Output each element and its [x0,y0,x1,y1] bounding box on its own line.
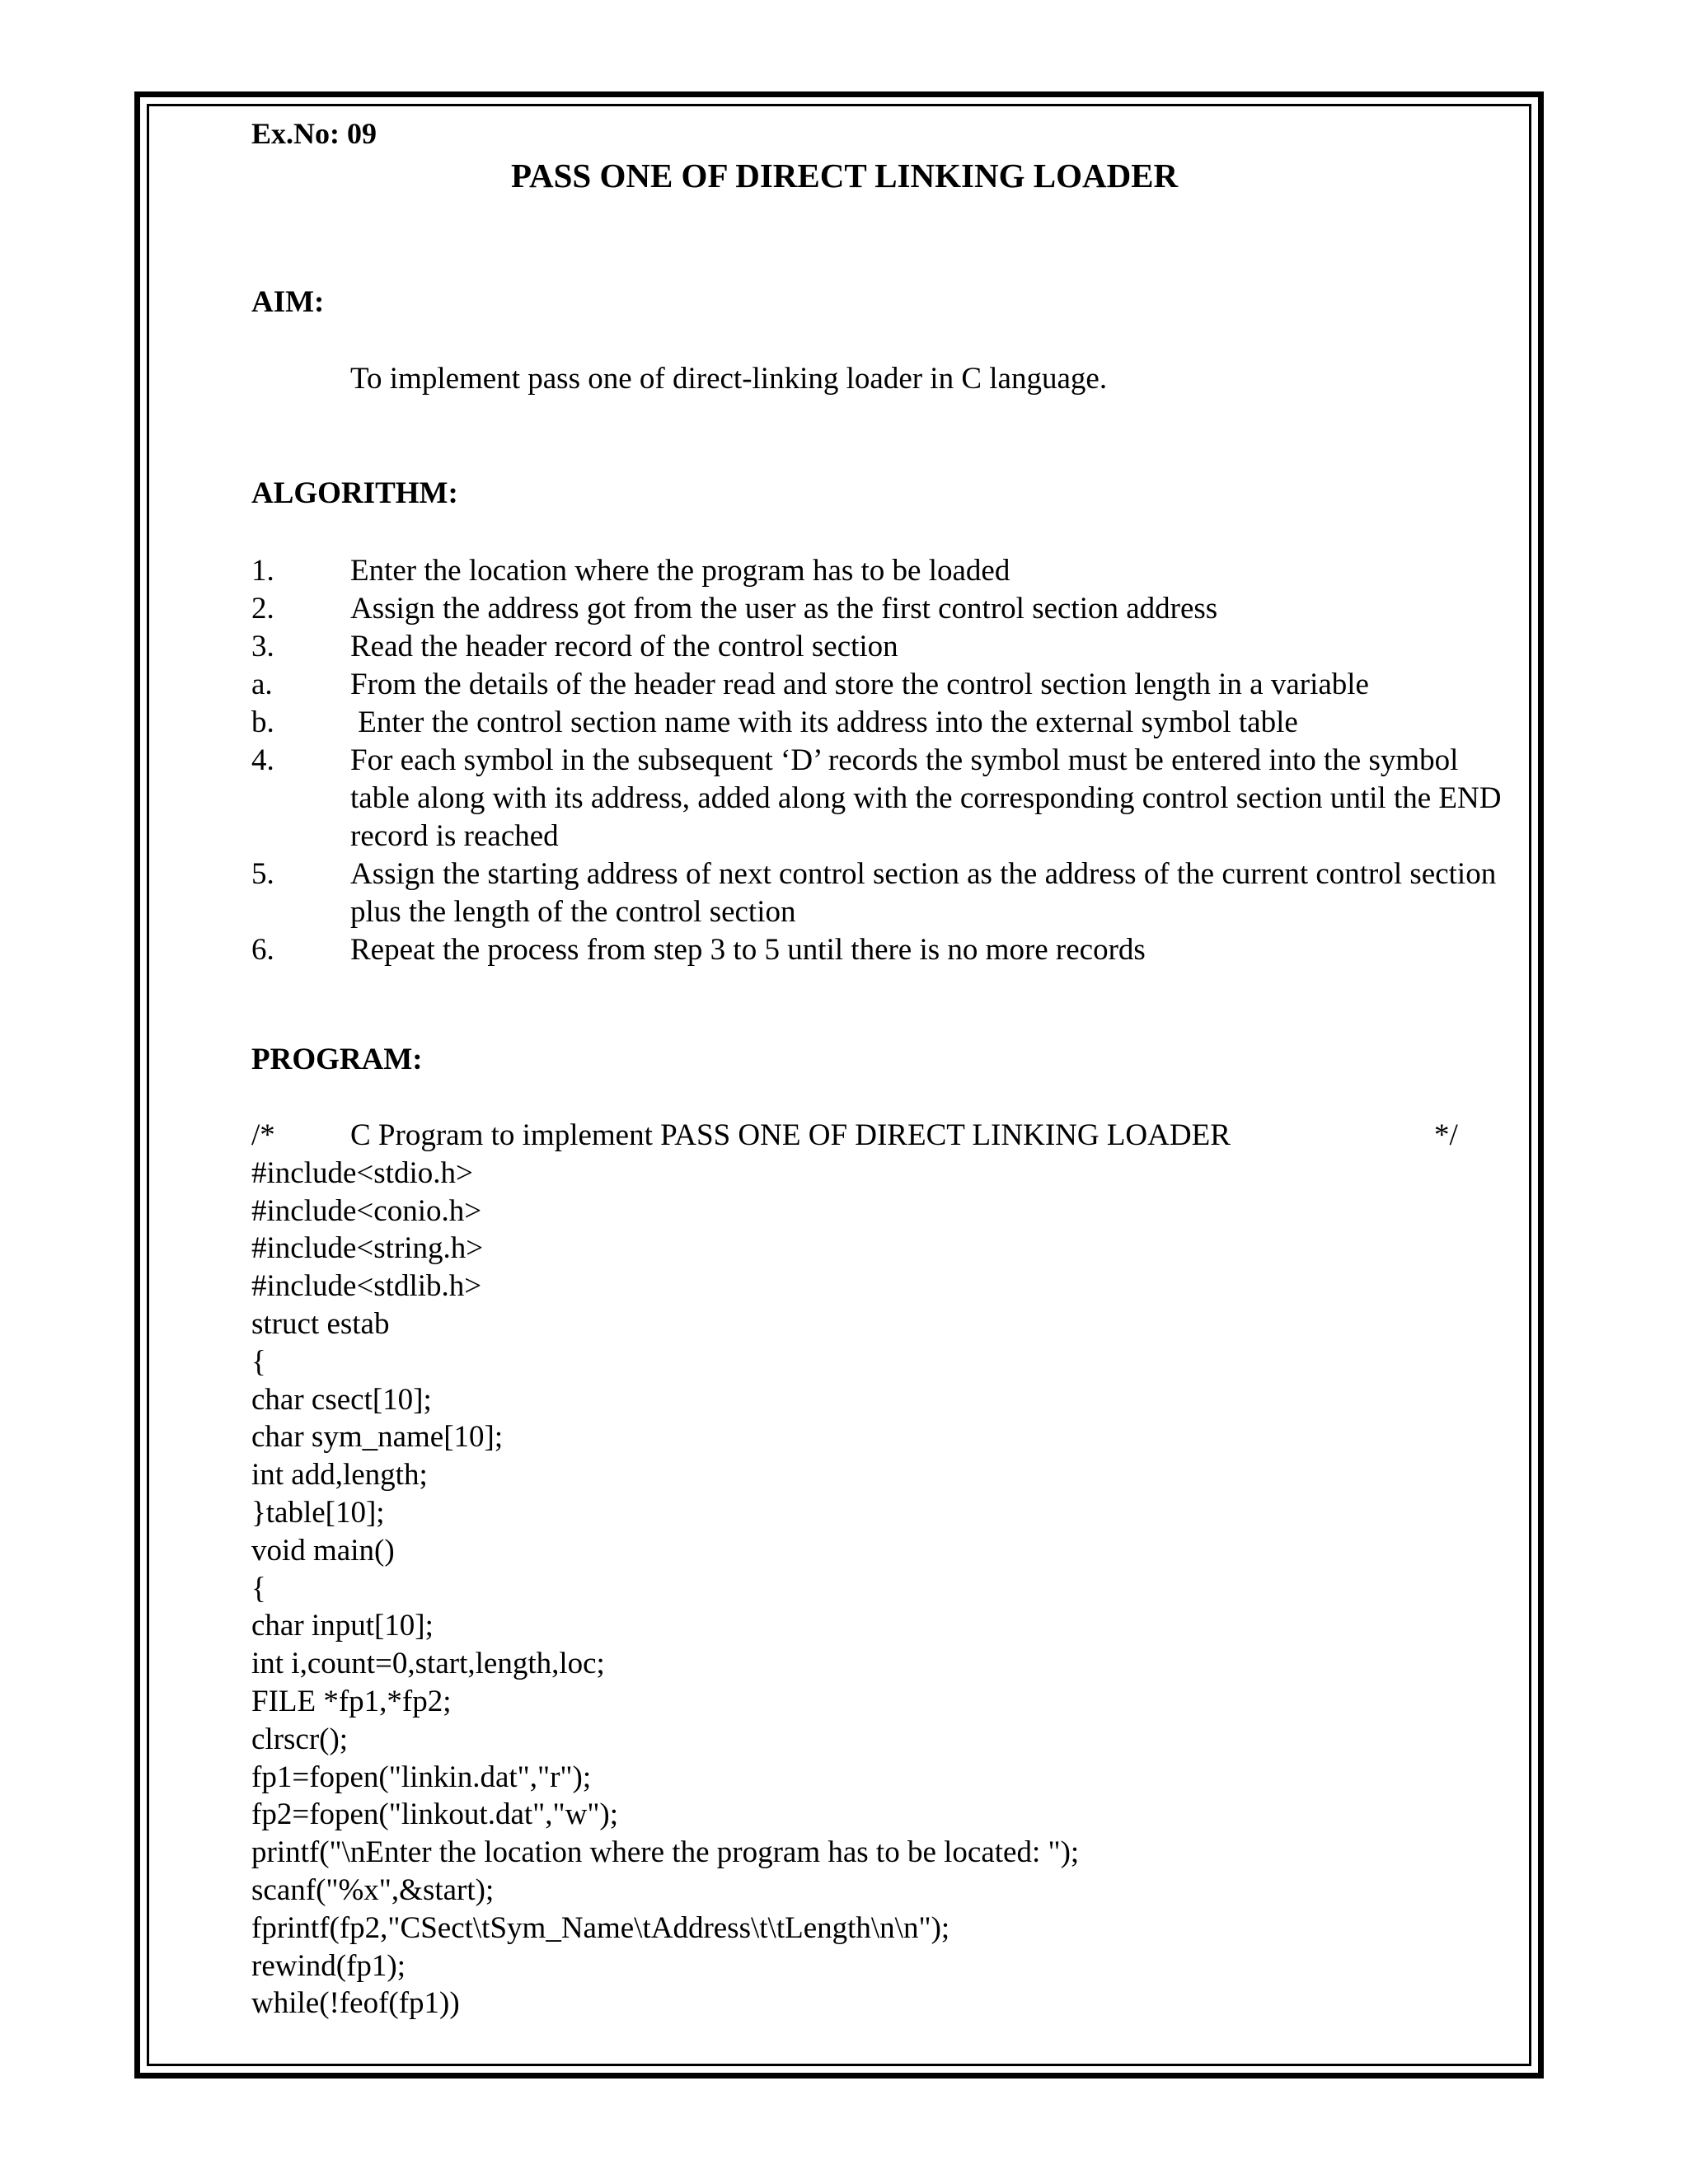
code-line: #include<stdlib.h> [251,1269,482,1304]
algorithm-steps [251,552,1521,969]
step-number: 6. [251,933,274,967]
code-line: char sym_name[10]; [251,1420,504,1455]
code-line: int i,count=0,start,length,loc; [251,1647,605,1681]
page-title: PASS ONE OF DIRECT LINKING LOADER [511,157,1179,194]
step-text: Enter the control section name with its address into the external symbol table [350,705,1298,739]
comment-open: /* [251,1118,275,1152]
step-text: Assign the starting address of next control section as the address of the current control section plus the length of the control section [350,857,1497,929]
aim-heading: AIM: [251,285,325,319]
step-text: Repeat the process from step 3 to 5 until there is no more records [350,933,1146,967]
code-line: clrscr(); [251,1722,349,1756]
code-line: }table[10]; [251,1495,385,1530]
code-line: void main() [251,1533,395,1568]
code-line: struct estab [251,1306,390,1341]
program-code [251,1117,1521,2022]
code-line: scanf("%x",&start); [251,1872,495,1907]
code-comment [251,1117,1521,1155]
code-line: FILE *fp1,*fp2; [251,1684,452,1718]
step-text: Read the header record of the control section [350,630,898,663]
step-number: a. [251,668,273,701]
code-line: fprintf(fp2,"CSect\tSym_Name\tAddress\t\tLength\n\n"); [251,1910,950,1945]
algorithm-step [251,704,1521,742]
step-number: b. [251,705,274,739]
code-line: while(!feof(fp1)) [251,1986,460,2021]
algorithm-step [251,552,1521,590]
algorithm-step [251,666,1521,704]
step-text: Assign the address got from the user as the first control section address [350,592,1218,626]
algorithm-heading: ALGORITHM: [251,476,458,510]
algorithm-step [251,590,1521,628]
comment-text: C Program to implement PASS ONE OF DIRECT LINKING LOADER [350,1118,1231,1152]
step-number: 2. [251,592,274,626]
step-text: From the details of the header read and store the control section length in a variable [350,668,1369,701]
code-line: #include<string.h> [251,1231,484,1266]
algorithm-step [251,742,1521,855]
code-line: char csect[10]; [251,1382,432,1417]
code-line: { [251,1571,266,1605]
code-line: #include<conio.h> [251,1193,482,1228]
code-line: printf("\nEnter the location where the program has to be located: "); [251,1835,1080,1870]
code-line: char input[10]; [251,1609,434,1643]
step-number: 1. [251,554,274,588]
code-line: fp1=fopen("linkin.dat","r"); [251,1760,592,1794]
code-line: int add,length; [251,1458,428,1493]
code-line: fp2=fopen("linkout.dat","w"); [251,1797,619,1832]
step-text: Enter the location where the program has to be loaded [350,554,1010,588]
code-line: #include<stdio.h> [251,1155,473,1190]
exercise-number: Ex.No: 09 [251,117,377,150]
algorithm-step [251,628,1521,666]
algorithm-step [251,931,1521,969]
step-text: For each symbol in the subsequent ‘D’ records the symbol must be entered into the symbol table along with its address, added along with the corresponding control section until the END record is reached [350,743,1502,853]
comment-close: */ [1434,1118,1458,1152]
code-line: rewind(fp1); [251,1948,406,1983]
step-number: 5. [251,857,274,891]
step-number: 3. [251,630,274,663]
algorithm-step [251,855,1521,931]
step-number: 4. [251,743,274,777]
program-heading: PROGRAM: [251,1043,423,1076]
aim-text: To implement pass one of direct-linking loader in C language. [350,362,1108,396]
code-line: { [251,1344,266,1379]
